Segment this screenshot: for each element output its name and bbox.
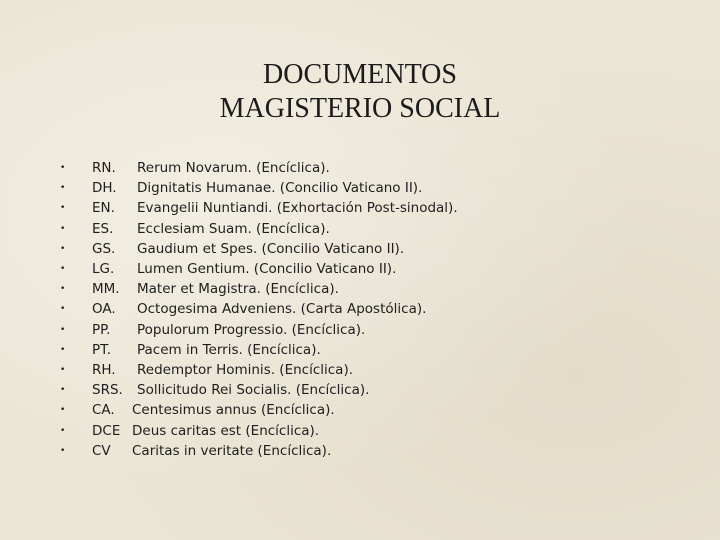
document-abbreviation: DH.: [92, 180, 117, 197]
bullet-icon: •: [60, 203, 66, 214]
list-item: [56, 299, 458, 319]
document-title: Caritas in veritate (Encíclica).: [132, 442, 332, 459]
document-title: Sollicitudo Rei Socialis. (Encíclica).: [137, 382, 370, 399]
bullet-icon: •: [60, 264, 66, 275]
document-title: Evangelii Nuntiandi. (Exhortación Post-sinodal).: [137, 200, 458, 217]
list-item: [56, 380, 458, 400]
document-title: Mater et Magistra. (Encíclica).: [137, 281, 339, 298]
list-item: [56, 340, 458, 360]
title-line-2: MAGISTERIO SOCIAL: [219, 93, 501, 124]
document-title: Centesimus annus (Encíclica).: [132, 402, 335, 419]
document-abbreviation: ES.: [92, 220, 114, 237]
document-title: Ecclesiam Suam. (Encíclica).: [137, 220, 330, 237]
document-abbreviation: RH.: [92, 361, 116, 378]
document-abbreviation: RN.: [92, 160, 116, 177]
bullet-icon: •: [60, 344, 66, 355]
list-item: [56, 420, 458, 440]
document-abbreviation: PT.: [92, 341, 112, 358]
document-abbreviation: DCE: [92, 422, 121, 439]
bullet-icon: •: [60, 445, 66, 456]
list-item: [56, 400, 458, 420]
document-title: Deus caritas est (Encíclica).: [132, 422, 320, 439]
list-item: [56, 158, 458, 178]
document-abbreviation: PP.: [92, 321, 111, 338]
list-item: [56, 178, 458, 198]
list-item: [56, 219, 458, 239]
bullet-icon: •: [60, 163, 66, 174]
list-item: [56, 239, 458, 259]
bullet-icon: •: [60, 405, 66, 416]
document-abbreviation: OA.: [92, 301, 116, 318]
document-abbreviation: SRS.: [92, 382, 123, 399]
documents-list: [56, 158, 458, 461]
list-item: [56, 320, 458, 340]
list-item: [56, 279, 458, 299]
document-title: Gaudium et Spes. (Concilio Vaticano II).: [137, 240, 405, 257]
list-item: [56, 441, 458, 461]
document-abbreviation: MM.: [92, 281, 120, 298]
document-title: Lumen Gentium. (Concilio Vaticano II).: [137, 261, 397, 278]
document-title: Rerum Novarum. (Encíclica).: [137, 160, 330, 177]
document-title: Populorum Progressio. (Encíclica).: [137, 321, 366, 338]
document-title: Octogesima Adveniens. (Carta Apostólica).: [137, 301, 427, 318]
bullet-icon: •: [60, 324, 66, 335]
bullet-icon: •: [60, 223, 66, 234]
list-item: [56, 360, 458, 380]
bullet-icon: •: [60, 304, 66, 315]
bullet-icon: •: [60, 183, 66, 194]
document-abbreviation: EN.: [92, 200, 115, 217]
document-abbreviation: CV: [92, 442, 111, 459]
page-title: [0, 58, 720, 126]
bullet-icon: •: [60, 385, 66, 396]
document-title: Redemptor Hominis. (Encíclica).: [137, 361, 354, 378]
document-title: Dignitatis Humanae. (Concilio Vaticano II).: [137, 180, 423, 197]
bullet-icon: •: [60, 243, 66, 254]
title-line-1: DOCUMENTOS: [263, 59, 457, 90]
document-abbreviation: GS.: [92, 240, 116, 257]
document-abbreviation: LG.: [92, 261, 115, 278]
document-abbreviation: CA.: [92, 402, 115, 419]
document-title: Pacem in Terris. (Encíclica).: [137, 341, 321, 358]
bullet-icon: •: [60, 284, 66, 295]
list-item: [56, 198, 458, 218]
list-item: [56, 259, 458, 279]
bullet-icon: •: [60, 425, 66, 436]
bullet-icon: •: [60, 364, 66, 375]
